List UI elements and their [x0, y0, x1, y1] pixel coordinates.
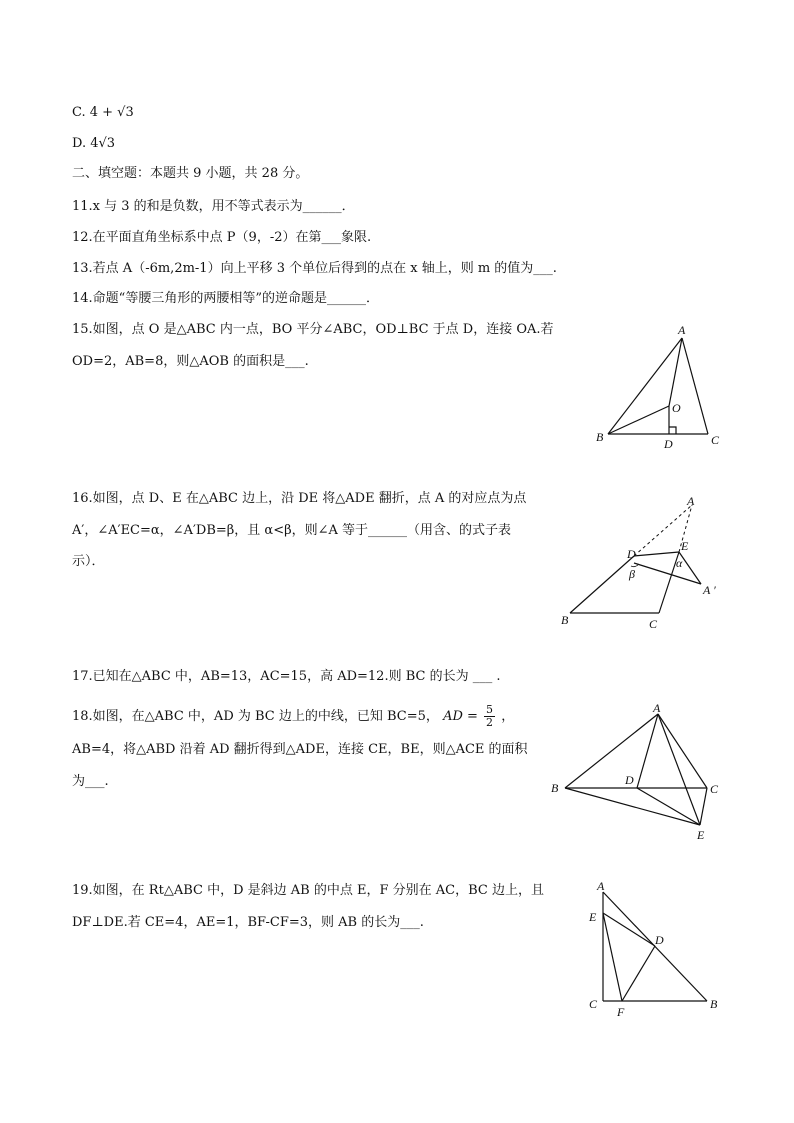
question-18-comma: ，	[501, 709, 515, 724]
segment-ac	[658, 714, 707, 788]
label-b: B	[551, 781, 559, 795]
label-b: B	[561, 613, 569, 627]
segment-ef	[603, 913, 622, 1001]
label-e: E	[697, 828, 705, 842]
question-18-text: 18.如图，在△ABC 中，AD 为 BC 边上的中线，已知 BC=5，	[72, 709, 439, 724]
option-d: D. 4√3	[72, 136, 116, 151]
label-c: C	[711, 433, 720, 447]
segment-ed	[603, 913, 655, 946]
question-15-line-1: 15.如图，点 O 是△ABC 内一点，BO 平分∠ABC，OD⊥BC 于点 D，连接 OA.若	[72, 322, 554, 337]
figure-q18-fold	[545, 700, 730, 845]
fraction-5-over-2	[484, 704, 495, 729]
label-d: D	[664, 437, 673, 451]
segment-ac	[682, 338, 708, 434]
label-a: A	[597, 879, 605, 893]
label-e: E	[681, 539, 689, 553]
label-c: C	[589, 997, 598, 1011]
fraction-denominator: 2	[486, 716, 494, 729]
question-16-line-3: 示）．	[72, 554, 105, 569]
label-e: E	[589, 910, 597, 924]
segment-ab	[565, 714, 658, 788]
label-alpha: α	[676, 556, 683, 570]
question-18-line-3: 为___.	[72, 774, 109, 789]
label-o: O	[672, 401, 681, 415]
label-a: A	[687, 494, 695, 508]
question-18-line-1	[72, 702, 514, 732]
section-heading: 二、填空题：本题共 9 小题，共 28 分。	[72, 166, 309, 181]
question-12: 12.在平面直角坐标系中点 P（9，-2）在第___象限.	[72, 230, 372, 245]
question-16-line-2: A′，∠A′EC=α，∠A′DB=β，且 α<β，则∠A 等于______（用含、的式子表	[72, 523, 512, 538]
label-c: C	[710, 782, 719, 796]
segment-ae	[658, 714, 700, 825]
question-18-ad-label: AD =	[443, 709, 478, 724]
label-d: D	[625, 773, 634, 787]
label-a-prime: A ′	[703, 583, 716, 597]
label-d: D	[655, 933, 664, 947]
question-11: 11.x 与 3 的和是负数，用不等式表示为______．	[72, 199, 355, 214]
question-15-line-2: OD=2，AB=8，则△AOB 的面积是___.	[72, 354, 309, 369]
label-b: B	[710, 997, 718, 1011]
segment-ce	[700, 788, 707, 825]
segment-ao	[669, 338, 682, 406]
question-17: 17.已知在△ABC 中，AB=13，AC=15，高 AD=12.则 BC 的长为 ___ .	[72, 669, 501, 684]
segment-df	[622, 946, 655, 1001]
question-16-line-1: 16.如图，点 D、E 在△ABC 边上，沿 DE 将△ADE 翻折，点 A 的对应点为点	[72, 491, 527, 506]
label-d: D	[627, 547, 636, 561]
label-b: B	[596, 430, 604, 444]
figure-q15-triangle	[590, 320, 730, 455]
question-18-line-2: AB=4，将△ABD 沿着 AD 翻折得到△ADE，连接 CE，BE，则△ACE 的面积	[72, 742, 528, 757]
question-19-line-2: DF⊥DE.若 CE=4，AE=1，BF-CF=3，则 AB 的长为___.	[72, 915, 424, 930]
segment-bo	[608, 406, 669, 434]
option-c: C. 4 + √3	[72, 105, 134, 120]
segment-bd	[570, 556, 634, 613]
label-f: F	[617, 1005, 625, 1018]
figure-q16-fold	[555, 488, 730, 633]
segment-d-aprime	[634, 563, 701, 584]
question-19-line-1: 19.如图，在 Rt△ABC 中，D 是斜边 AB 的中点 E，F 分别在 AC，BC 边上，且	[72, 883, 544, 898]
label-c: C	[649, 617, 658, 631]
label-beta: β	[629, 567, 635, 581]
segment-de	[637, 788, 700, 825]
segment-be	[565, 788, 700, 825]
segment-de	[634, 552, 679, 556]
segment-ad	[637, 714, 658, 788]
label-a: A	[653, 701, 661, 715]
question-13: 13.若点 A（-6m,2m-1）向上平移 3 个单位后得到的点在 x 轴上，则 m 的值为___.	[72, 261, 557, 276]
question-14: 14.命题“等腰三角形的两腰相等”的逆命题是______．	[72, 291, 379, 306]
label-a: A	[678, 323, 686, 337]
segment-ab	[608, 338, 682, 434]
figure-q19-right-triangle	[585, 878, 725, 1018]
right-angle-mark	[669, 427, 676, 434]
fraction-numerator: 5	[486, 703, 494, 716]
